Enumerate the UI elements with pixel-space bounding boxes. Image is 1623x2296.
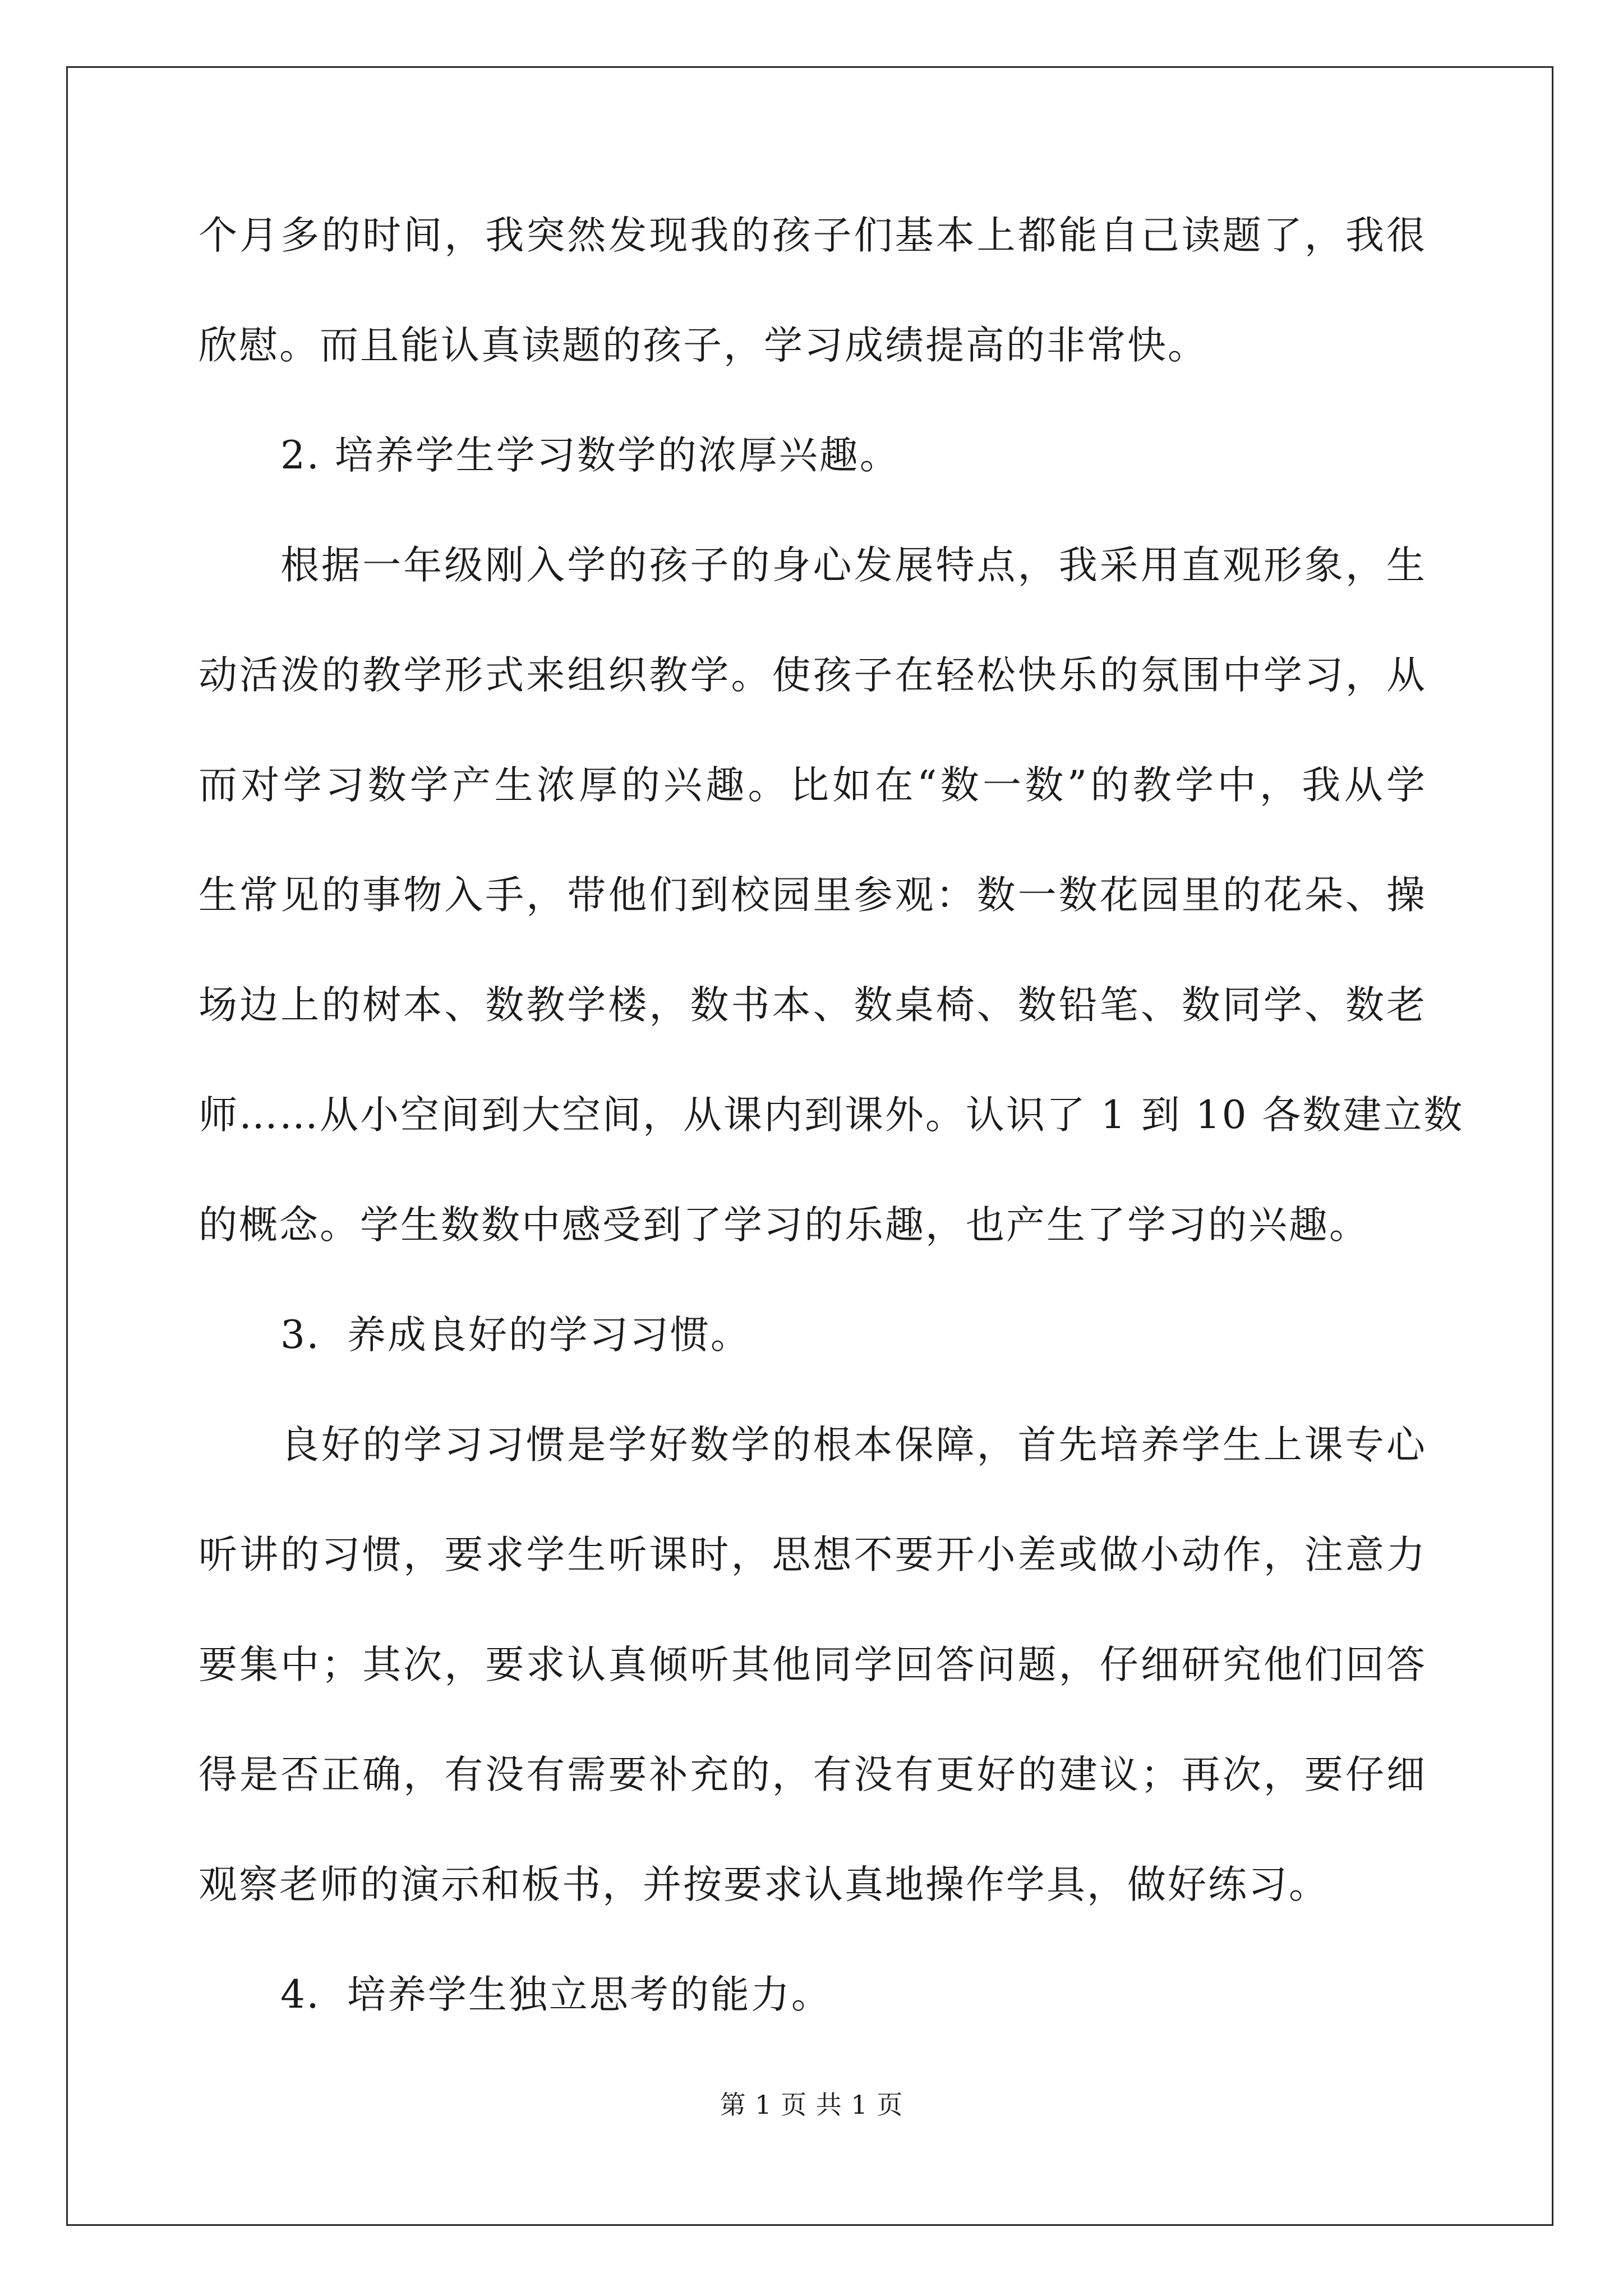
body-line: 个月多的时间，我突然发现我的孩子们基本上都能自己读题了，我很 bbox=[199, 213, 1427, 258]
body-line: 师……从小空间到大空间，从课内到课外。认识了 1 到 10 各数建立数 bbox=[199, 1093, 1464, 1138]
body-line: 场边上的树本、数教学楼，数书本、数桌椅、数铅笔、数同学、数老 bbox=[199, 983, 1427, 1028]
section-heading: 4．培养学生独立思考的能力。 bbox=[280, 1972, 832, 2017]
body-line: 动活泼的教学形式来组织教学。使孩子在轻松快乐的氛围中学习，从 bbox=[199, 653, 1427, 698]
body-line: 根据一年级刚入学的孩子的身心发展特点，我采用直观形象，生 bbox=[280, 543, 1427, 588]
body-line: 欣慰。而且能认真读题的孩子，学习成绩提高的非常快。 bbox=[199, 323, 1208, 368]
section-heading: 3．养成良好的学习习惯。 bbox=[280, 1313, 751, 1358]
body-line: 要集中；其次，要求认真倾听其他同学回答问题，仔细研究他们回答 bbox=[199, 1642, 1427, 1687]
body-line: 良好的学习习惯是学好数学的根本保障，首先培养学生上课专心 bbox=[280, 1423, 1427, 1467]
body-line: 听讲的习惯，要求学生听课时，思想不要开小差或做小动作，注意力 bbox=[199, 1533, 1427, 1577]
section-heading: 2. 培养学生学习数学的浓厚兴趣。 bbox=[280, 433, 900, 478]
body-line: 得是否正确，有没有需要补充的，有没有更好的建议；再次，要仔细 bbox=[199, 1752, 1427, 1797]
body-line: 的概念。学生数数中感受到了学习的乐趣，也产生了学习的兴趣。 bbox=[199, 1203, 1370, 1248]
body-line: 而对学习数学产生浓厚的兴趣。比如在“数一数”的教学中，我从学 bbox=[199, 763, 1427, 808]
body-line: 生常见的事物入手，带他们到校园里参观：数一数花园里的花朵、操 bbox=[199, 873, 1427, 918]
page-number-footer: 第 1 页 共 1 页 bbox=[720, 2090, 903, 2120]
body-line: 观察老师的演示和板书，并按要求认真地操作学具，做好练习。 bbox=[199, 1862, 1329, 1907]
